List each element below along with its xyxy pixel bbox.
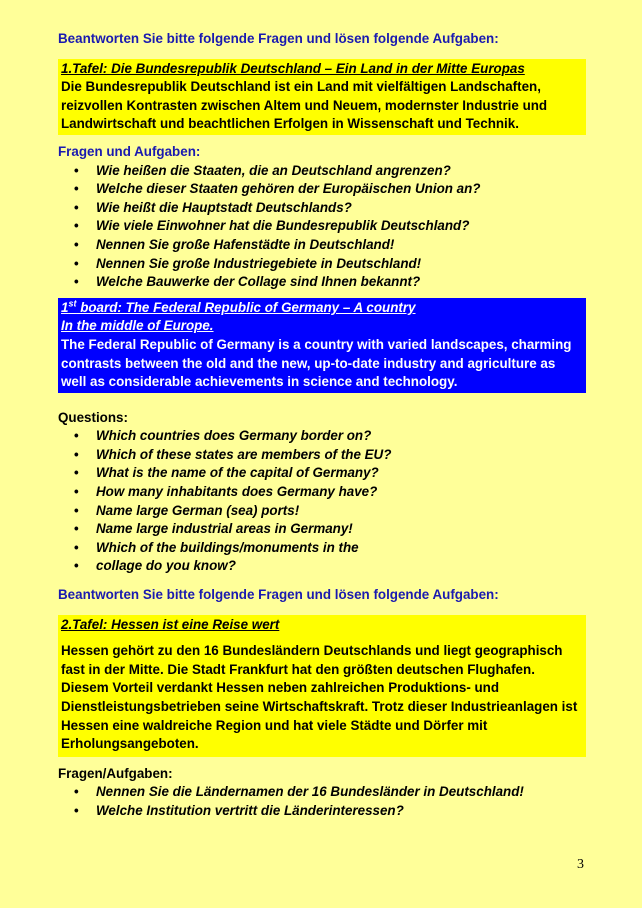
- board-1-en-text: The Federal Republic of Germany is a country with varied landscapes, charming contrasts between the old and the new, up-to-date industry and agriculture as well as considerable achievements in science and technology.: [61, 336, 572, 390]
- list-item: • Wie heißt die Hauptstadt Deutschlands?: [58, 199, 586, 218]
- board-1-text: Die Bundesrepublik Deutschland ist ein Land mit vielfältigen Landschaften, reizvollen Kontrasten zwischen Altem und Neuem, modernster Industrie und Landwirtschaft und beachtlichen Erfolgen in Wissenschaft und Technik.: [61, 79, 548, 132]
- list-item: • What is the name of the capital of Germany?: [58, 464, 586, 483]
- list-item: • Nennen Sie die Ländernamen der 16 Bundesländer in Deutschland!: [58, 783, 586, 802]
- page-number: 3: [577, 857, 584, 872]
- questions-en-label: Questions:: [58, 409, 128, 425]
- list-item: • collage do you know?: [58, 557, 586, 576]
- board-2-title: 2.Tafel: Hessen ist eine Reise wert: [61, 616, 280, 632]
- board-1-en-title-num: 1: [61, 299, 69, 315]
- list-item: • Welche Bauwerke der Collage sind Ihnen bekannt?: [58, 273, 586, 292]
- board-1-en-box: [58, 298, 586, 393]
- intro-heading-1: Beantworten Sie bitte folgende Fragen und lösen folgende Aufgaben:: [58, 31, 499, 46]
- list-item: • Wie viele Einwohner hat die Bundesrepublik Deutschland?: [58, 217, 586, 236]
- board-1-en-title-sup: st: [68, 298, 77, 309]
- questions-en-list: [58, 427, 586, 576]
- document-page: [58, 30, 586, 821]
- list-item: • How many inhabitants does Germany have?: [58, 483, 586, 502]
- list-item: • Which of the buildings/monuments in the: [58, 539, 586, 558]
- questions-1-label: Fragen und Aufgaben:: [58, 143, 201, 159]
- list-item: • Welche dieser Staaten gehören der Europäischen Union an?: [58, 180, 586, 199]
- list-item: • Name large industrial areas in Germany!: [58, 520, 586, 539]
- list-item: • Welche Institution vertritt die Länderinteressen?: [58, 802, 586, 821]
- board-1-title: 1.Tafel: Die Bundesrepublik Deutschland – Ein Land in der Mitte Europas: [61, 60, 525, 76]
- questions-2-label: Fragen/Aufgaben:: [58, 765, 173, 781]
- board-2-box: [58, 615, 586, 757]
- list-item: • Which countries does Germany border on?: [58, 427, 586, 446]
- board-1-en-title-line2: In the middle of Europe.: [61, 318, 214, 334]
- list-item: • Which of these states are members of the EU?: [58, 446, 586, 465]
- list-item: • Nennen Sie große Hafenstädte in Deutschland!: [58, 236, 586, 255]
- board-1-en-title: [61, 299, 583, 318]
- list-item: • Nennen Sie große Industriegebiete in Deutschland!: [58, 255, 586, 274]
- questions-1-list: [58, 162, 586, 292]
- board-1-box: [58, 59, 586, 135]
- intro-heading-2: Beantworten Sie bitte folgende Fragen und lösen folgende Aufgaben:: [58, 587, 499, 603]
- board-2-text: Hessen gehört zu den 16 Bundesländern Deutschlands und liegt geographisch fast in der Mitte. Die Stadt Frankfurt hat den größten deutschen Flughafen. Diesem Vorteil verdankt Hessen neben zahlreichen Produktions- und Dienstleistungsbetrieben seine Wirtschaftskraft. Trotz dieser Industrieanlagen ist Hessen eine waldreiche Region und hat viele Städte und Dörfer mit Erholungsangeboten.: [61, 643, 578, 752]
- board-1-en-title-rest: board: The Federal Republic of Germany – A country: [76, 299, 416, 315]
- questions-2-list: [58, 783, 586, 820]
- list-item: • Wie heißen die Staaten, die an Deutschland angrenzen?: [58, 162, 586, 181]
- list-item: • Name large German (sea) ports!: [58, 502, 586, 521]
